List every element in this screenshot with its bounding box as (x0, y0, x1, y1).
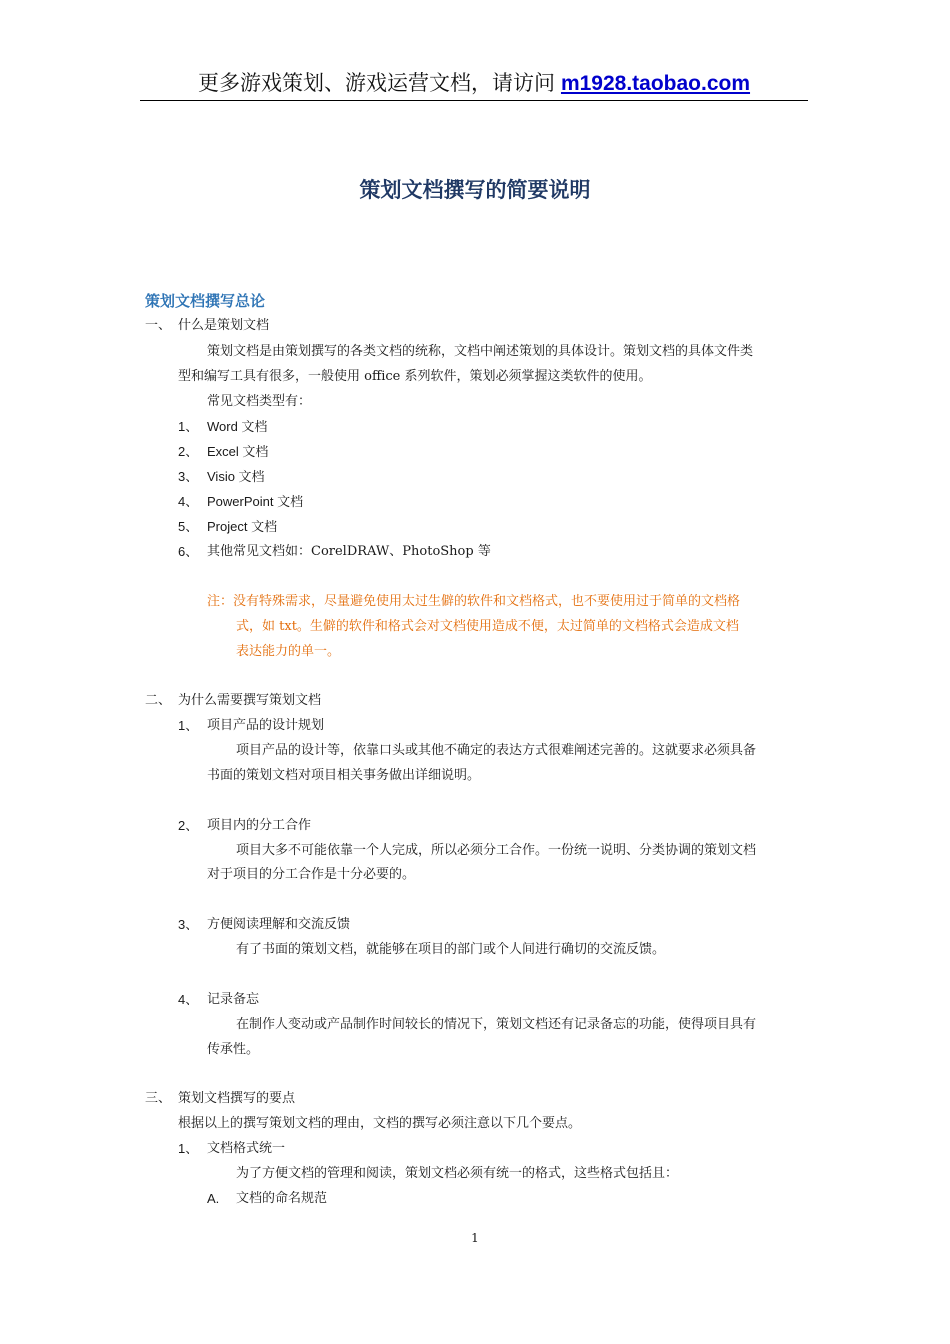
s2-item-title: 项目产品的设计规划 (207, 718, 325, 733)
s2-item-text: 传承性。 (207, 1042, 260, 1057)
s3-item-title: 文档格式统一 (207, 1141, 286, 1156)
s2-item-text: 书面的策划文档对项目相关事务做出详细说明。 (207, 768, 481, 783)
s3-number: 三、 (145, 1091, 172, 1106)
s1-number: 一、 (145, 318, 172, 333)
list-item-number: 3、 (178, 469, 199, 484)
note-line: 注：没有特殊需求，尽量避免使用太过生僻的软件和文档格式，也不要使用过于简单的文档格 (207, 594, 741, 609)
s3-sub-text: 文档的命名规范 (236, 1191, 328, 1206)
list-item-number: 5、 (178, 519, 199, 534)
s1-types-intro: 常见文档类型有： (207, 394, 312, 409)
page-header (140, 66, 808, 101)
s1-paragraph-line: 型和编写工具有很多，一般使用 office 系列软件，策划必须掌握这类软件的使用。 (178, 369, 652, 384)
s2-item-text: 有了书面的策划文档，就能够在项目的部门或个人间进行确切的交流反馈。 (236, 942, 666, 957)
list-item: 其他常见文档如：CorelDRAW、PhotoShop 等 (207, 544, 491, 559)
list-item: Project 文档 (207, 519, 278, 534)
header-text: 更多游戏策划、游戏运营文档，请访问 (197, 71, 555, 95)
s3-sub-number: A. (207, 1191, 220, 1206)
s2-item-text: 在制作人变动或产品制作时间较长的情况下，策划文档还有记录备忘的功能，使得项目具有 (236, 1017, 757, 1032)
s2-item-text: 对于项目的分工合作是十分必要的。 (207, 867, 416, 882)
list-item: Word 文档 (207, 419, 268, 434)
page-number: 1 (471, 1231, 479, 1245)
list-item-number: 4、 (178, 494, 199, 509)
section-heading: 策划文档撰写总论 (145, 292, 266, 310)
s3-item-number: 1、 (178, 1141, 199, 1156)
s2-item-title: 项目内的分工合作 (207, 818, 312, 833)
s1-paragraph-line: 策划文档是由策划撰写的各类文档的统称，文档中阐述策划的具体设计。策划文档的具体文件类 (207, 344, 754, 359)
s2-item-number: 2、 (178, 818, 199, 833)
list-item-number: 2、 (178, 444, 199, 459)
s3-intro: 根据以上的撰写策划文档的理由，文档的撰写必须注意以下几个要点。 (178, 1116, 582, 1131)
s3-item-text: 为了方便文档的管理和阅读，策划文档必须有统一的格式，这些格式包括且： (236, 1166, 679, 1181)
s3-title: 策划文档撰写的要点 (178, 1091, 296, 1106)
s2-item-number: 3、 (178, 917, 199, 932)
s2-number: 二、 (145, 693, 172, 708)
header-link[interactable]: m1928.taobao.com (560, 72, 751, 95)
s2-item-title: 记录备忘 (207, 992, 260, 1007)
s2-item-text: 项目大多不可能依靠一个人完成，所以必须分工合作。一份统一说明、分类协调的策划文档 (236, 843, 757, 858)
note-line: 式，如 txt。生僻的软件和格式会对文档使用造成不便，太过简单的文档格式会造成文档 (236, 619, 739, 634)
list-item: Visio 文档 (207, 469, 265, 484)
s2-item-title: 方便阅读理解和交流反馈 (207, 917, 351, 932)
s2-item-number: 1、 (178, 718, 199, 733)
list-item: Excel 文档 (207, 444, 269, 459)
note-line: 表达能力的单一。 (236, 644, 341, 659)
list-item-number: 6、 (178, 544, 199, 559)
document-title: 策划文档撰写的简要说明 (359, 178, 591, 202)
s2-item-text: 项目产品的设计等，依靠口头或其他不确定的表达方式很难阐述完善的。这就要求必须具备 (236, 743, 757, 758)
list-item-number: 1、 (178, 419, 199, 434)
s2-title: 为什么需要撰写策划文档 (178, 693, 322, 708)
s2-item-number: 4、 (178, 992, 199, 1007)
list-item: PowerPoint 文档 (207, 494, 304, 509)
s1-title: 什么是策划文档 (178, 318, 270, 333)
